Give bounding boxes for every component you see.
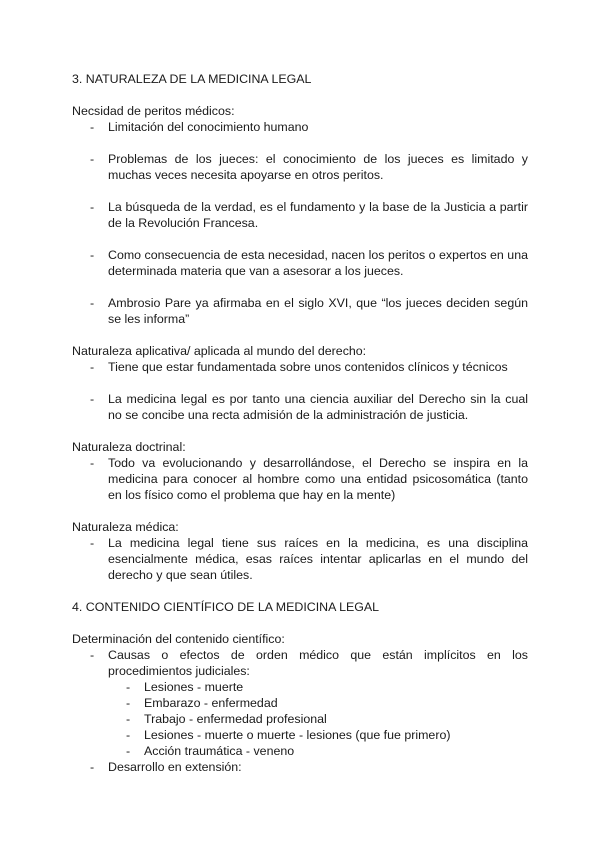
- section-3-group-2-list: [72, 359, 528, 423]
- section-3-group-2-label: Naturaleza aplicativa/ aplicada al mundo del derecho:: [72, 344, 367, 358]
- bullet-dash: -: [90, 648, 95, 662]
- list-item: - Limitación del conocimiento humano: [90, 120, 309, 134]
- section-4-group-1-list: [72, 647, 528, 775]
- list-item: - Tiene que estar fundamentada sobre unos contenidos clínicos y técnicos: [90, 360, 508, 374]
- bullet-dash: -: [90, 760, 95, 774]
- bullet-dash: -: [90, 248, 95, 262]
- nested-list-item: - Embarazo - enfermedad: [126, 696, 278, 710]
- list-item: - Causas o efectos de orden médico que están implícitos en los procedimientos judiciales: - Lesiones - muerte - Embarazo - enfermedad - Trabajo - enfermedad profesional - Lesiones - muerte o muerte - lesiones (que fue primero) - Acción traumática - veneno: [90, 648, 528, 758]
- nested-list-item: - Lesiones - muerte o muerte - lesiones (que fue primero): [126, 728, 451, 742]
- nested-list: [108, 679, 528, 759]
- bullet-dash: -: [90, 152, 95, 166]
- bullet-dash: -: [90, 536, 95, 550]
- bullet-dash: -: [126, 680, 131, 694]
- list-item: - Como consecuencia de esta necesidad, nacen los peritos o expertos en una determinada materia que van a asesorar a los jueces.: [90, 248, 528, 278]
- section-3-group-4-list: [72, 535, 528, 583]
- nested-list-item: - Lesiones - muerte: [126, 680, 244, 694]
- section-4-heading: 4. CONTENIDO CIENTÍFICO DE LA MEDICINA LEGAL: [72, 600, 380, 614]
- section-3-group-4-label: Naturaleza médica:: [72, 520, 179, 534]
- bullet-dash: -: [126, 744, 131, 758]
- bullet-dash: -: [126, 712, 131, 726]
- bullet-dash: -: [126, 728, 131, 742]
- list-item: - Todo va evolucionando y desarrollándose, el Derecho se inspira en la medicina para conocer al hombre como una entidad psicosomática (tanto en los físico como el problema que hay en la mente): [90, 456, 528, 502]
- bullet-dash: -: [90, 200, 95, 214]
- list-item: - La medicina legal tiene sus raíces en la medicina, es una disciplina esencialmente médica, esas raíces intentar aplicarlas en el mundo del derecho y que sean útiles.: [90, 536, 528, 582]
- list-item: - La búsqueda de la verdad, es el fundamento y la base de la Justicia a partir de la Revolución Francesa.: [90, 200, 528, 230]
- section-4-group-1-label: Determinación del contenido científico:: [72, 632, 285, 646]
- bullet-dash: -: [90, 120, 95, 134]
- section-3-heading: 3. NATURALEZA DE LA MEDICINA LEGAL: [72, 72, 312, 86]
- list-item: - La medicina legal es por tanto una ciencia auxiliar del Derecho sin la cual no se concibe una recta admisión de la administración de justicia.: [90, 392, 528, 422]
- section-3-group-1-label: Necsidad de peritos médicos:: [72, 104, 235, 118]
- list-item: - Ambrosio Pare ya afirmaba en el siglo XVI, que “los jueces deciden según se les informa”: [90, 296, 528, 326]
- bullet-dash: -: [90, 296, 95, 310]
- section-3-group-1-list: [72, 119, 528, 327]
- list-item: - Desarrollo en extensión:: [90, 760, 242, 774]
- bullet-dash: -: [126, 696, 131, 710]
- nested-list-item: - Trabajo - enfermedad profesional: [126, 712, 327, 726]
- list-item: - Problemas de los jueces: el conocimiento de los jueces es limitado y muchas veces necesita apoyarse en otros peritos.: [90, 152, 528, 182]
- bullet-dash: -: [90, 456, 95, 470]
- section-3-group-3-label: Naturaleza doctrinal:: [72, 440, 186, 454]
- bullet-dash: -: [90, 360, 95, 374]
- section-3-group-3-list: [72, 455, 528, 503]
- nested-list-item: - Acción traumática - veneno: [126, 744, 295, 758]
- bullet-dash: -: [90, 392, 95, 406]
